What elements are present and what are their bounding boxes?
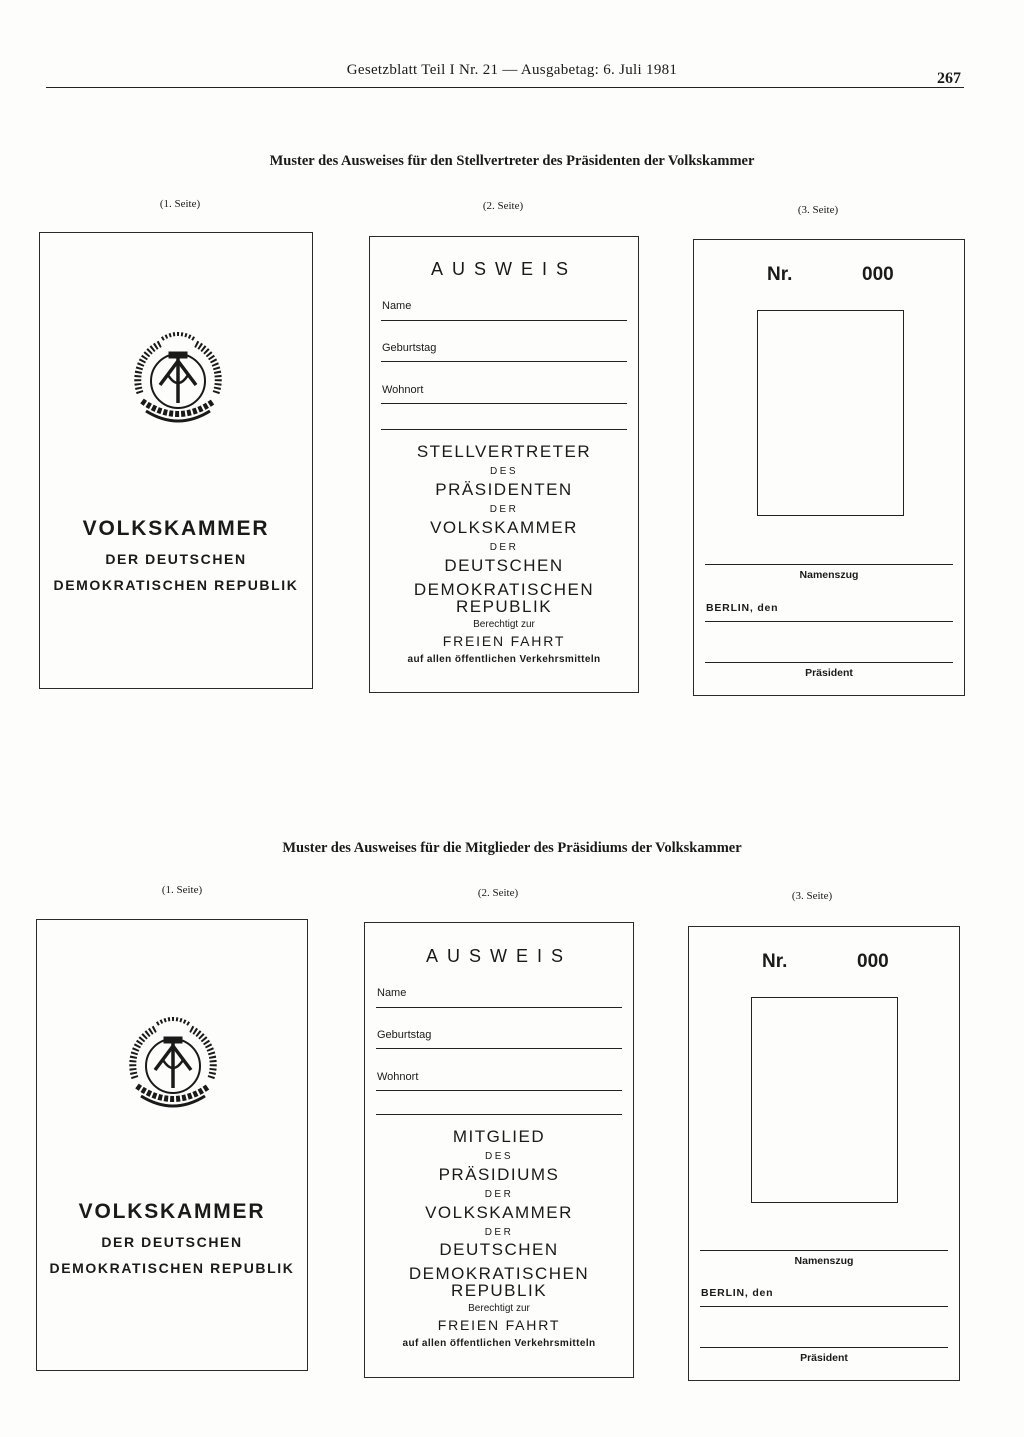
- field-label-residence: Wohnort: [377, 1071, 419, 1083]
- role-line-8: DEMOKRATISCHEN REPUBLIK: [408, 1264, 590, 1300]
- signature-line: [700, 1250, 948, 1251]
- role-line-4: DER: [489, 504, 519, 515]
- president-line: [700, 1347, 948, 1348]
- ddr-state-emblem-icon: [117, 1008, 229, 1120]
- field-label-name: Name: [382, 300, 412, 312]
- free-travel-text: FREIEN FAHRT: [442, 633, 566, 649]
- running-head: Gesetzblatt Teil I Nr. 21 — Ausgabetag: 6. Juli 1981: [346, 62, 678, 78]
- id-page-1-cover: [39, 232, 313, 689]
- role-line-2: DES: [484, 1151, 514, 1162]
- id-page-3-photo: [693, 239, 965, 696]
- role-line-3: PRÄSIDIUMS: [438, 1165, 560, 1184]
- field-line-residence: [381, 403, 627, 404]
- nr-value: 000: [857, 951, 889, 972]
- nr-label: Nr.: [762, 951, 788, 972]
- field-line-residence: [376, 1090, 622, 1091]
- place-date-line: [700, 1306, 948, 1307]
- nr-label: Nr.: [767, 264, 793, 285]
- role-line-6: DER: [489, 542, 519, 553]
- role-line-6: DER: [484, 1227, 514, 1238]
- page-label-2: (2. Seite): [482, 200, 524, 212]
- free-travel-text: FREIEN FAHRT: [437, 1317, 561, 1333]
- cover-title: VOLKSKAMMER: [78, 1200, 266, 1223]
- role-line-5: VOLKSKAMMER: [430, 518, 578, 537]
- page-label-3: (3. Seite): [797, 204, 839, 216]
- ddr-state-emblem-icon: [122, 323, 234, 435]
- role-line-7: DEUTSCHEN: [439, 1240, 559, 1259]
- cover-line-3: DEMOKRATISCHEN REPUBLIK: [49, 1260, 295, 1276]
- page-label-3: (3. Seite): [791, 890, 833, 902]
- page-number: 267: [937, 70, 961, 87]
- president-caption: Präsident: [800, 1352, 848, 1364]
- field-label-birthday: Geburtstag: [382, 342, 437, 354]
- entitled-text: Berechtigt zur: [468, 1303, 530, 1314]
- role-line-1: STELLVERTRETER: [416, 442, 592, 461]
- cover-title: VOLKSKAMMER: [82, 517, 270, 540]
- photo-frame: [751, 997, 898, 1203]
- cover-line-3: DEMOKRATISCHEN REPUBLIK: [53, 577, 299, 593]
- transport-text: auf allen öffentlichen Verkehrsmitteln: [402, 1338, 596, 1349]
- field-line-birthday: [381, 361, 627, 362]
- signature-line: [705, 564, 953, 565]
- place-label: BERLIN, den: [701, 1287, 774, 1299]
- header-rule: [46, 87, 964, 88]
- id-page-3-photo: [688, 926, 960, 1381]
- signature-caption: Namenszug: [794, 1255, 854, 1267]
- field-line-extra: [381, 429, 627, 430]
- field-label-residence: Wohnort: [382, 384, 424, 396]
- role-line-5: VOLKSKAMMER: [425, 1203, 573, 1222]
- role-line-2: DES: [489, 466, 519, 477]
- place-date-line: [705, 621, 953, 622]
- page-label-1: (1. Seite): [161, 884, 203, 896]
- role-line-8: DEMOKRATISCHEN REPUBLIK: [413, 580, 595, 616]
- field-label-name: Name: [377, 987, 407, 999]
- role-line-1: MITGLIED: [452, 1127, 546, 1146]
- role-line-3: PRÄSIDENTEN: [435, 480, 573, 499]
- field-line-extra: [376, 1114, 622, 1115]
- signature-caption: Namenszug: [799, 569, 859, 581]
- role-line-4: DER: [484, 1189, 514, 1200]
- field-line-name: [381, 320, 627, 321]
- transport-text: auf allen öffentlichen Verkehrsmitteln: [407, 654, 601, 665]
- place-label: BERLIN, den: [706, 602, 779, 614]
- role-line-7: DEUTSCHEN: [444, 556, 564, 575]
- id-page-1-cover: [36, 919, 308, 1371]
- page-label-1: (1. Seite): [159, 198, 201, 210]
- ausweis-heading: AUSWEIS: [425, 946, 572, 966]
- president-line: [705, 662, 953, 663]
- section-title: Muster des Ausweises für die Mitglieder des Präsidiums der Volkskammer: [282, 840, 742, 856]
- ausweis-heading: AUSWEIS: [430, 259, 577, 279]
- entitled-text: Berechtigt zur: [473, 619, 535, 630]
- field-label-birthday: Geburtstag: [377, 1029, 432, 1041]
- nr-value: 000: [862, 264, 894, 285]
- president-caption: Präsident: [805, 667, 853, 679]
- cover-line-2: DER DEUTSCHEN: [101, 1234, 243, 1250]
- id-page-2-details: [364, 922, 634, 1378]
- cover-line-2: DER DEUTSCHEN: [105, 551, 247, 567]
- field-line-name: [376, 1007, 622, 1008]
- field-line-birthday: [376, 1048, 622, 1049]
- photo-frame: [757, 310, 904, 516]
- page-label-2: (2. Seite): [477, 887, 519, 899]
- id-page-2-details: [369, 236, 639, 693]
- section-title: Muster des Ausweises für den Stellvertreter des Präsidenten der Volkskammer: [269, 153, 755, 169]
